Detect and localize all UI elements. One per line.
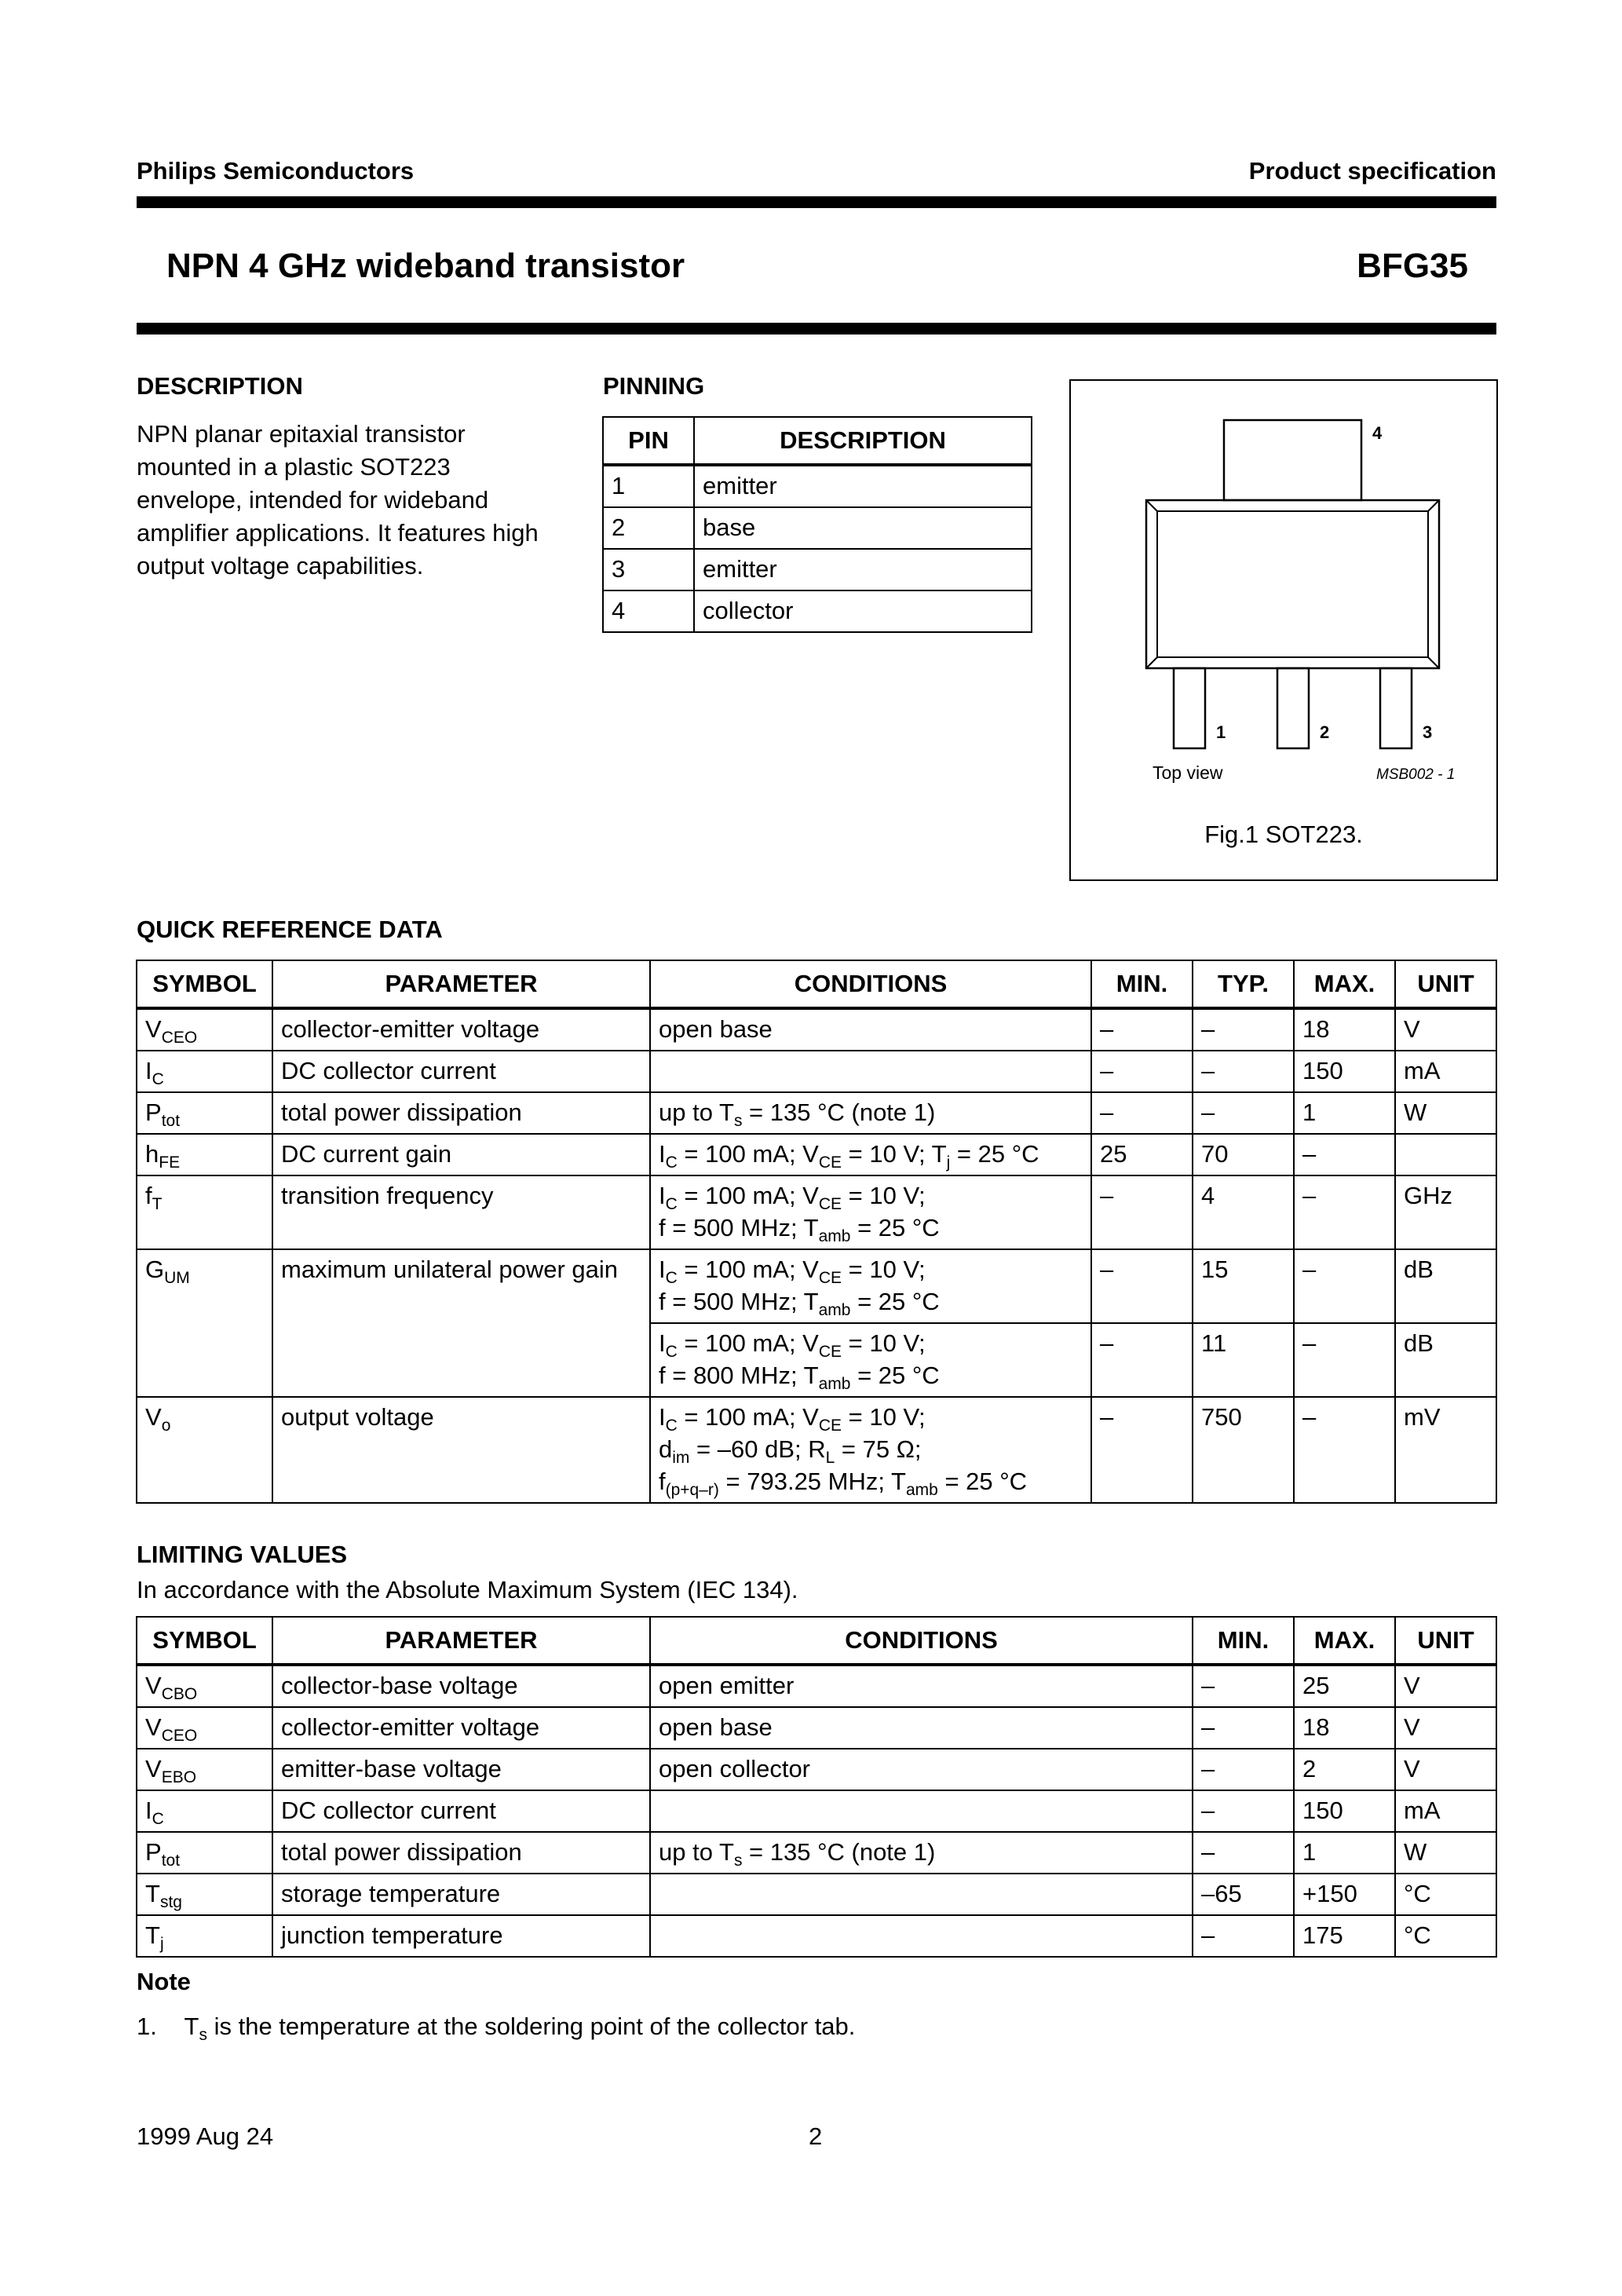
quick-reference-table [136, 960, 1497, 1504]
top-view-label: Top view [1153, 762, 1223, 783]
part-number: BFG35 [1357, 247, 1468, 285]
symbol-column-header: SYMBOL [137, 1617, 272, 1665]
description-text [137, 418, 576, 583]
table-row: $V_{EBO}$ emitter-base voltage open collector – 2 V [137, 1749, 1496, 1790]
table-row: 3 emitter [603, 549, 1032, 590]
pinning-table [602, 416, 1032, 633]
unit-column-header: UNIT [1395, 960, 1496, 1008]
description-line: envelope, intended for wideband [137, 486, 489, 514]
pin-1-label: 1 [1216, 722, 1226, 742]
table-row: $I_C = 100$ mA; $V_{CE} = 10$ V; f = 800 MHz; $T_{amb} = 25$ °C – 11 – dB [137, 1323, 1496, 1397]
document-type: Product specification [1248, 157, 1496, 185]
table-row: $P_{tot}$ total power dissipation up to $T_s = 135$ °C (note 1) – 1 W [137, 1832, 1496, 1874]
sot223-outline-drawing [1071, 381, 1496, 879]
header-rule [137, 196, 1496, 208]
table-row: $V_{CBO}$ collector-base voltage open emitter – 25 V [137, 1665, 1496, 1707]
min-column-header: MIN. [1193, 1617, 1294, 1665]
page-number: 2 [809, 2122, 823, 2150]
parameter-column-header: PARAMETER [272, 960, 650, 1008]
company-name: Philips Semiconductors [137, 157, 415, 185]
table-row: $V_{CEO}$ collector-emitter voltage open base – – 18 V [137, 1008, 1496, 1051]
table-row: $T_j$ junction temperature – 175 °C [137, 1915, 1496, 1957]
conditions-column-header: CONDITIONS [650, 1617, 1193, 1665]
max-column-header: MAX. [1294, 960, 1395, 1008]
table-row: $G_{UM}$ maximum unilateral power gain $I_C = 100$ mA; $V_{CE} = 10$ V; f = 500 MHz; $T_{amb} = 25$ °C – 15 – dB [137, 1249, 1496, 1323]
pin-2-label: 2 [1320, 722, 1330, 742]
unit-column-header: UNIT [1395, 1617, 1496, 1665]
min-column-header: MIN. [1091, 960, 1193, 1008]
table-row: 1 emitter [603, 465, 1032, 507]
description-line: output voltage capabilities. [137, 552, 424, 579]
description-heading: DESCRIPTION [137, 372, 303, 400]
max-column-header: MAX. [1294, 1617, 1395, 1665]
pin-4-label: 4 [1372, 423, 1383, 443]
document-title: NPN 4 GHz wideband transistor [166, 247, 685, 285]
description-line: mounted in a plastic SOT223 [137, 453, 451, 481]
description-line: amplifier applications. It features high [137, 519, 539, 547]
description-line: NPN planar epitaxial transistor [137, 420, 466, 448]
limiting-values-subtitle: In accordance with the Absolute Maximum System (IEC 134). [137, 1576, 798, 1603]
pin-column-header: PIN [603, 417, 694, 465]
typ-column-header: TYP. [1193, 960, 1294, 1008]
limiting-values-heading: LIMITING VALUES [137, 1541, 348, 1568]
figure-code: MSB002 - 1 [1376, 766, 1456, 783]
parameter-column-header: PARAMETER [272, 1617, 650, 1665]
package-figure [1069, 379, 1498, 881]
table-row: 2 base [603, 507, 1032, 549]
table-row: $I_C$ DC collector current – 150 mA [137, 1790, 1496, 1832]
table-row: $f_T$ transition frequency $I_C = 100$ mA; $V_{CE} = 10$ V; f = 500 MHz; $T_{amb} = 25$ °C – 4 – GHz [137, 1175, 1496, 1249]
table-row: $V_o$ output voltage $I_C = 100$ mA; $V_{CE} = 10$ V; $d_{im} = -60$ dB; $R_L = 75$ Ω; $f_{(p+q-r)} = 793.25$ MHz; $T_{amb} = 25$ °C – 750 – mV [137, 1397, 1496, 1503]
table-row: $I_C$ DC collector current – – 150 mA [137, 1051, 1496, 1092]
table-row: 4 collector [603, 590, 1032, 632]
footer-date: 1999 Aug 24 [137, 2122, 274, 2150]
table-row: $h_{FE}$ DC current gain $I_C = 100$ mA; $V_{CE} = 10$ V; $T_j = 25$ °C 25 70 – [137, 1134, 1496, 1175]
limiting-values-table [136, 1616, 1497, 1958]
table-row: $T_{stg}$ storage temperature –65 +150 °C [137, 1874, 1496, 1915]
conditions-column-header: CONDITIONS [650, 960, 1091, 1008]
note-item: 1. $T_s$ is the temperature at the soldering point of the collector tab. [137, 2013, 856, 2044]
pin-3-label: 3 [1423, 722, 1433, 742]
description-column-header: DESCRIPTION [694, 417, 1032, 465]
note-heading: Note [137, 1968, 191, 1995]
table-row: $V_{CEO}$ collector-emitter voltage open base – 18 V [137, 1707, 1496, 1749]
pinning-heading: PINNING [603, 372, 705, 400]
symbol-column-header: SYMBOL [137, 960, 272, 1008]
note-number: 1. [137, 2013, 157, 2040]
quick-reference-heading: QUICK REFERENCE DATA [137, 916, 443, 943]
figure-caption: Fig.1 SOT223. [1204, 821, 1363, 848]
title-rule [137, 323, 1496, 335]
table-row: $P_{tot}$ total power dissipation up to $T_s = 135$ °C (note 1) – – 1 W [137, 1092, 1496, 1134]
